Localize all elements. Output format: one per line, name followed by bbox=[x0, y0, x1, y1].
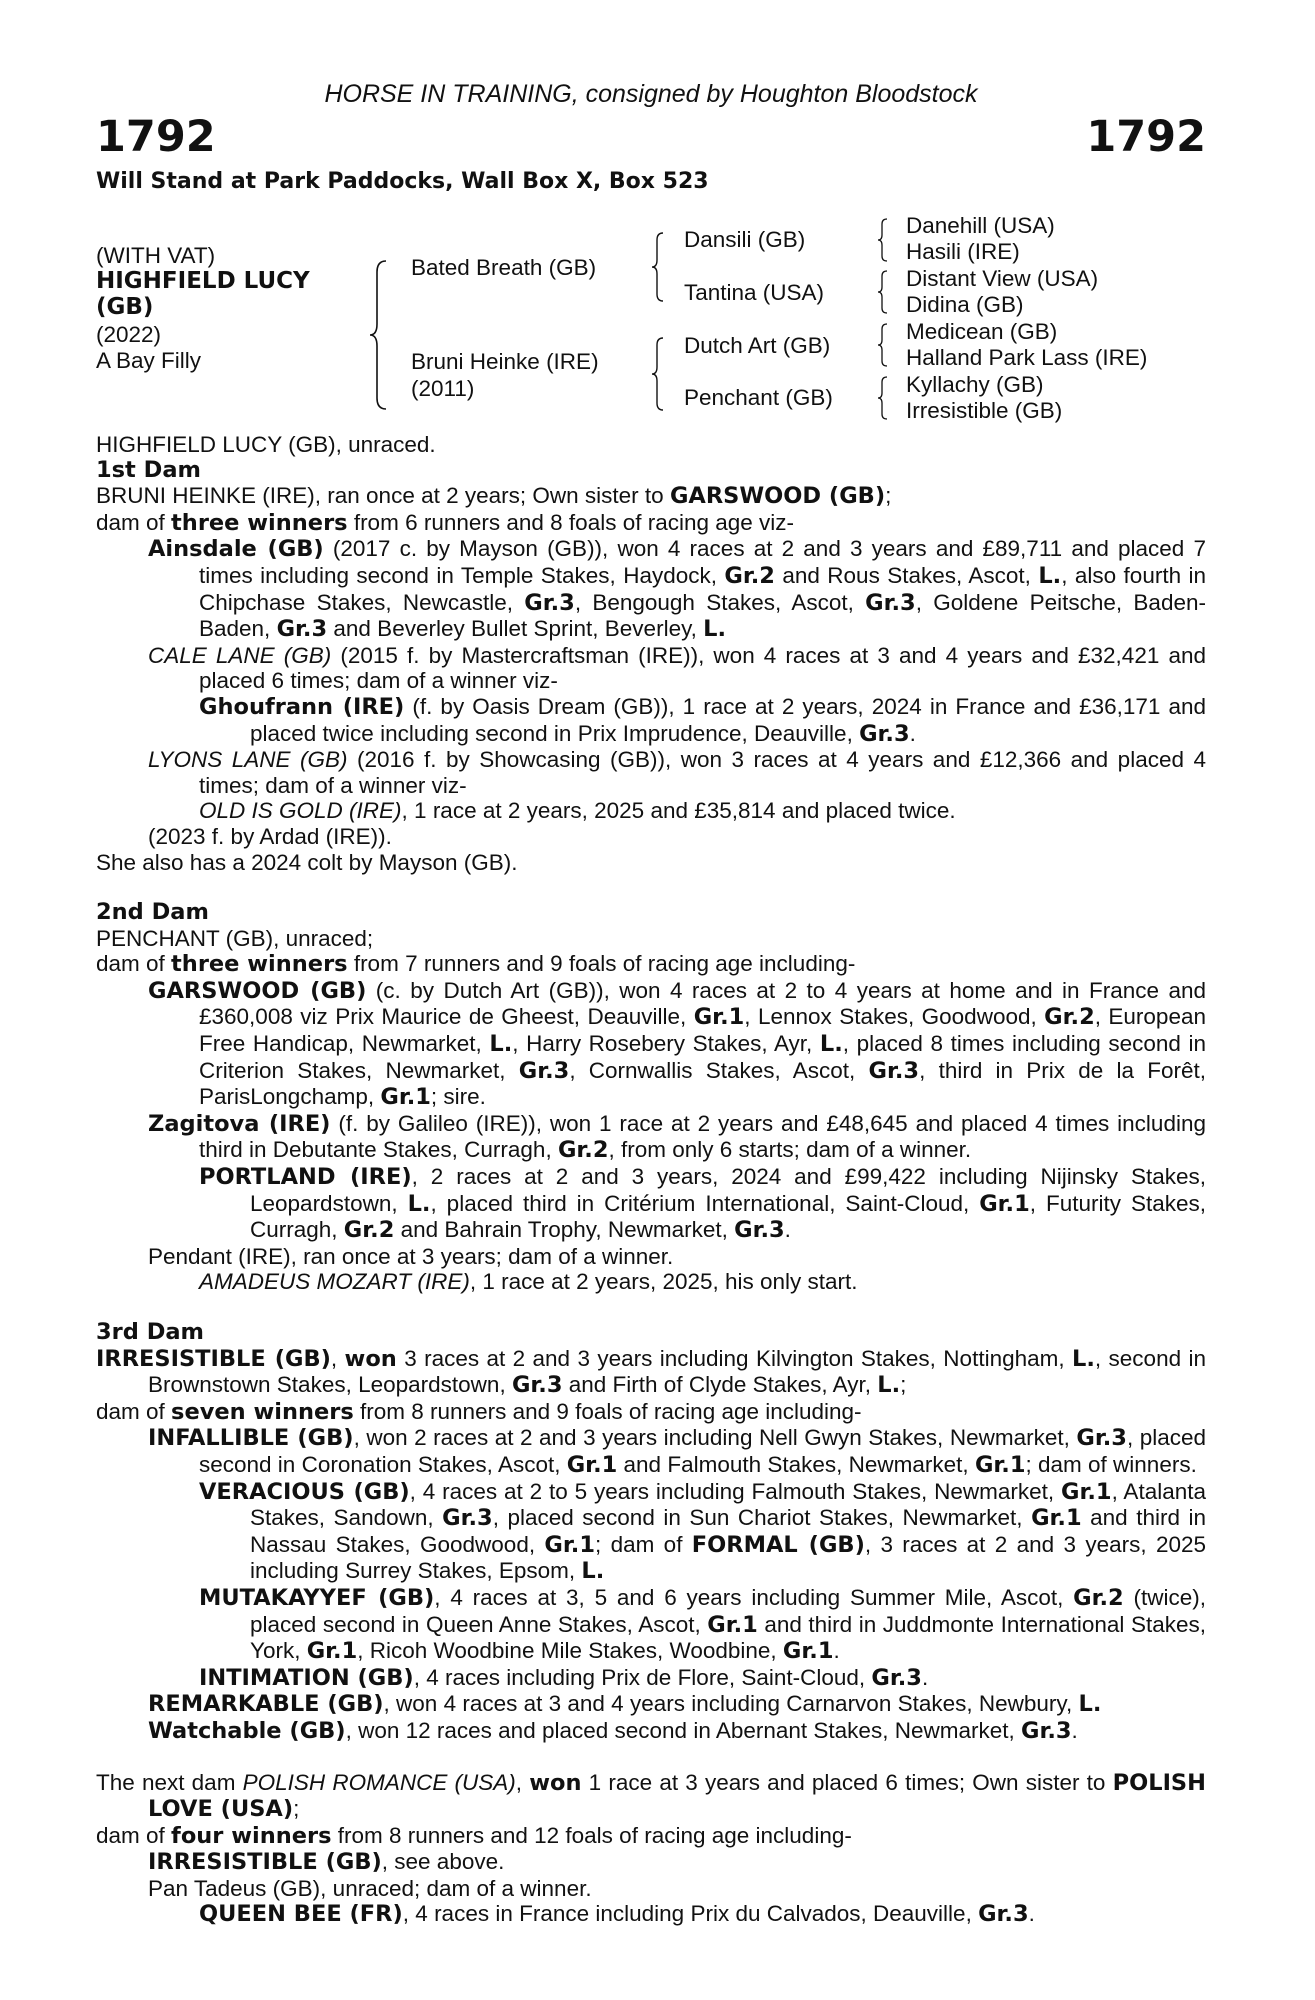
entry-queen-bee: QUEEN BEE (FR), 4 races in France including Prix du Calvados, Deauville, Gr.3. bbox=[199, 1901, 1035, 1928]
ancestor-ddd: Irresistible (GB) bbox=[906, 398, 1063, 423]
sire: Bated Breath (GB) bbox=[411, 255, 597, 280]
ancestor-sss: Danehill (USA) bbox=[906, 213, 1055, 238]
entry-lyons-lane: LYONS LANE (GB) (2016 f. by Showcasing (GB)), won 3 races at 4 years and £12,366 and placed 4 times; dam of a winner viz- bbox=[148, 747, 1206, 798]
ancestor-dsd: Halland Park Lass (IRE) bbox=[906, 345, 1148, 370]
pedigree-brace-main bbox=[369, 260, 389, 410]
entry-remarkable: REMARKABLE (GB), won 4 races at 3 and 4 years including Carnarvon Stakes, Newbury, L. bbox=[148, 1691, 1102, 1718]
entry-pendant: Pendant (IRE), ran once at 3 years; dam of a winner. bbox=[148, 1243, 674, 1269]
entry-portland: PORTLAND (IRE), 2 races at 2 and 3 years, 2024 and £99,422 including Nijinsky Stakes, Leopardstown, L., placed third in Critérium International, Saint-Cloud, Gr.1, Futurity Stakes, Curragh, Gr.2 and Bahrain Trophy, Newmarket, Gr.3. bbox=[199, 1164, 1206, 1244]
entry-infallible: INFALLIBLE (GB), won 2 races at 2 and 3 years including Nell Gwyn Stakes, Newmarket, Gr.3, placed second in Coronation Stakes, Ascot, Gr.1 and Falmouth Stakes, Newmarket, Gr.1; dam of winners. bbox=[148, 1425, 1207, 1478]
entry-mayson-colt: She also has a 2024 colt by Mayson (GB). bbox=[96, 849, 518, 875]
brace-gen3-c bbox=[877, 323, 889, 367]
entry-mutakayyef: MUTAKAYYEF (GB), 4 races at 3, 5 and 6 years including Summer Mile, Ascot, Gr.2 (twice), placed second in Queen Anne Stakes, Ascot, Gr.1 and third in Juddmonte International Stakes, York, Gr.1, Ricoh Woodbine Mile Stakes, Woodbine, Gr.1. bbox=[199, 1584, 1206, 1665]
entry-veracious: VERACIOUS (GB), 4 races at 2 to 5 years including Falmouth Stakes, Newmarket, Gr.1, Atalanta Stakes, Sandown, Gr.3, placed second in Sun Chariot Stakes, Newmarket, Gr.1 and third in Nassau Stakes, Goodwood, Gr.1; dam of FORMAL (GB), 3 races at 2 and 3 years, 2025 including Surrey Stakes, Epsom, L. bbox=[199, 1478, 1206, 1585]
vat-note: (WITH VAT) bbox=[96, 243, 216, 268]
produce-record bbox=[96, 432, 1206, 1928]
sire-dam: Tantina (USA) bbox=[684, 280, 825, 305]
entry-irresistible-ref: IRRESISTIBLE (GB), see above. bbox=[148, 1849, 505, 1876]
horse-description: A Bay Filly bbox=[96, 348, 202, 373]
dam: Bruni Heinke (IRE) bbox=[411, 349, 599, 374]
lot-number-right: 1792 bbox=[1086, 112, 1206, 162]
second-dam-heading: 2nd Dam bbox=[96, 899, 209, 926]
intro-line: HIGHFIELD LUCY (GB), unraced. bbox=[96, 432, 436, 457]
entry-pan-tadeus: Pan Tadeus (GB), unraced; dam of a winner. bbox=[148, 1875, 592, 1901]
ancestor-ssd: Hasili (IRE) bbox=[906, 239, 1020, 264]
horse-country: (GB) bbox=[96, 294, 154, 320]
next-dam-line: The next dam POLISH ROMANCE (USA), won 1 race at 3 years and placed 6 times; Own sister to POLISH LOVE (USA); bbox=[96, 1769, 1206, 1823]
horse-name: HIGHFIELD LUCY bbox=[96, 268, 310, 294]
lot-number-row bbox=[96, 111, 1206, 163]
first-dam-heading: 1st Dam bbox=[96, 456, 201, 483]
consignor-headline: HORSE IN TRAINING, consigned by Houghton Bloodstock bbox=[324, 80, 978, 108]
brace-sire-line bbox=[651, 232, 665, 302]
entry-zagitova: Zagitova (IRE) (f. by Galileo (IRE)), won 1 race at 2 years and £48,645 and placed 4 times including third in Debutante Stakes, Curragh, Gr.2, from only 6 starts; dam of a winner. bbox=[148, 1110, 1206, 1164]
lot-number-left: 1792 bbox=[96, 112, 216, 162]
third-dam-line: IRRESISTIBLE (GB), won 3 races at 2 and 3 years including Kilvington Stakes, Nottingham, L., second in Brownstown Stakes, Leopardstown, Gr.3 and Firth of Clyde Stakes, Ayr, L.; bbox=[96, 1345, 1206, 1399]
brace-dam-line bbox=[651, 337, 665, 411]
second-dam-produce-line: dam of three winners from 7 runners and 9 foals of racing age including- bbox=[96, 951, 856, 978]
entry-ghoufrann: Ghoufrann (IRE) (f. by Oasis Dream (GB)), 1 race at 2 years, 2024 in France and £36,171 and placed twice including second in Prix Imprudence, Deauville, Gr.3. bbox=[199, 693, 1206, 747]
entry-cale-lane: CALE LANE (GB) (2015 f. by Mastercraftsman (IRE)), won 4 races at 3 and 4 years and £32,421 and placed 6 times; dam of a winner viz- bbox=[148, 642, 1206, 694]
entry-old-is-gold: OLD IS GOLD (IRE), 1 race at 2 years, 2025 and £35,814 and placed twice. bbox=[199, 798, 956, 824]
horse-year: (2022) bbox=[96, 322, 162, 347]
entry-amadeus-mozart: AMADEUS MOZART (IRE), 1 race at 2 years, 2025, his only start. bbox=[199, 1269, 858, 1295]
ancestor-sdd: Didina (GB) bbox=[906, 292, 1024, 317]
pedigree-table bbox=[96, 194, 1206, 426]
second-dam-line: PENCHANT (GB), unraced; bbox=[96, 925, 374, 951]
entry-garswood: GARSWOOD (GB) (c. by Dutch Art (GB)), won 4 races at 2 to 4 years at home and in France and £360,008 viz Prix Maurice de Gheest, Deauville, Gr.1, Lennox Stakes, Goodwood, Gr.2, European Free Handicap, Newmarket, L., Harry Rosebery Stakes, Ayr, L., placed 8 times including second in Criterion Stakes, Newmarket, Gr.3, Cornwallis Stakes, Ascot, Gr.3, third in Prix de la Forêt, ParisLongchamp, Gr.1; sire. bbox=[148, 977, 1207, 1111]
ancestor-dds: Kyllachy (GB) bbox=[906, 372, 1044, 397]
sire-sire: Dansili (GB) bbox=[684, 227, 806, 252]
third-dam-produce-line: dam of seven winners from 8 runners and 9 foals of racing age including- bbox=[96, 1398, 862, 1425]
third-dam-heading: 3rd Dam bbox=[96, 1319, 204, 1345]
dam-sire: Dutch Art (GB) bbox=[684, 333, 831, 358]
stand-location: Will Stand at Park Paddocks, Wall Box X, Box 523 bbox=[96, 169, 709, 194]
catalogue-page bbox=[96, 80, 1206, 1928]
entry-intimation: INTIMATION (GB), 4 races including Prix de Flore, Saint-Cloud, Gr.3. bbox=[199, 1664, 929, 1691]
ancestor-sds: Distant View (USA) bbox=[906, 266, 1099, 291]
first-dam-line: BRUNI HEINKE (IRE), ran once at 2 years; Own sister to GARSWOOD (GB); bbox=[96, 483, 892, 510]
ancestor-dss: Medicean (GB) bbox=[906, 319, 1058, 344]
next-dam-produce-line: dam of four winners from 8 runners and 12 foals of racing age including- bbox=[96, 1822, 852, 1849]
dam-dam: Penchant (GB) bbox=[684, 385, 833, 410]
entry-watchable: Watchable (GB), won 12 races and placed second in Abernant Stakes, Newmarket, Gr.3. bbox=[148, 1717, 1078, 1744]
entry-ainsdale: Ainsdale (GB) (2017 c. by Mayson (GB)), won 4 races at 2 and 3 years and £89,711 and placed 7 times including second in Temple Stakes, Haydock, Gr.2 and Rous Stakes, Ascot, L., also fourth in Chipchase Stakes, Newcastle, Gr.3, Bengough Stakes, Ascot, Gr.3, Goldene Peitsche, Baden-Baden, Gr.3 and Beverley Bullet Sprint, Beverley, L. bbox=[148, 536, 1207, 643]
dam-year: (2011) bbox=[411, 376, 475, 401]
entry-ardad-filly: (2023 f. by Ardad (IRE)). bbox=[148, 823, 392, 849]
first-dam-produce-line: dam of three winners from 6 runners and 8 foals of racing age viz- bbox=[96, 509, 795, 536]
brace-gen3-b bbox=[877, 270, 889, 314]
brace-gen3-a bbox=[877, 218, 889, 262]
brace-gen3-d bbox=[877, 376, 889, 420]
